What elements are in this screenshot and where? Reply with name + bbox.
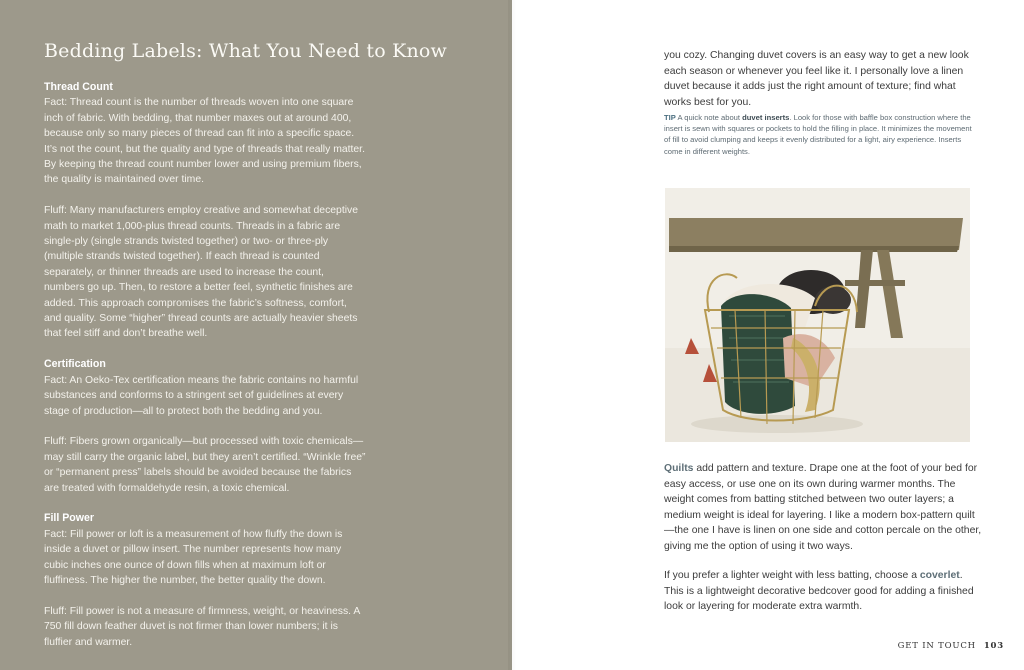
- tip-box: [664, 112, 980, 157]
- quilts-paragraph: [664, 461, 982, 555]
- book-gutter: [508, 0, 516, 670]
- section-heading-thread-count: Thread Count: [44, 81, 113, 93]
- page-title: Bedding Labels: What You Need to Know: [44, 40, 448, 62]
- lead-text: you cozy. Changing duvet covers is an easy way to get a new look each season or whenever you feel like it. I personally love a linen duvet because it adds just the right amount of texture; find what works best for you.: [664, 50, 969, 108]
- fill-power-fluff: Fluff: Fill power is not a measure of firmness, weight, or heaviness. A 750 fill down feather duvet is not firmer than lower numbers; it is fluffier and warmer.: [44, 605, 360, 648]
- left-body: [44, 80, 366, 665]
- certification-fact: Fact: An Oeko-Tex certification means the fabric contains no harmful substances and conforms to a stringent set of guidelines at every stage of production—all to protect both the bedding and you.: [44, 374, 359, 417]
- basket-bench-illustration: [665, 188, 970, 442]
- footer-section-title: GET IN TOUCH: [897, 641, 976, 651]
- fill-power-fact: Fact: Fill power or loft is a measurement of how fluffy the down is inside a duvet or pillow insert. The number represents how many cubic inches one ounce of down fills when at maximum loft or fluffiness. The higher the number, the better quality the down.: [44, 528, 343, 586]
- section-heading-certification: Certification: [44, 358, 106, 371]
- coverlet-paragraph: [664, 568, 982, 615]
- quilts-term: Quilts: [664, 463, 694, 474]
- thread-count-fluff: Fluff: Many manufacturers employ creative and somewhat deceptive math to market 1,000-plus thread counts. Threads in a fabric are single-ply (single strands twisted together) or two- or three-ply (multiple strands twisted together). If each thread is counted separately, or thinner threads are used to increase the count, numbers go up. Then, to restore a better feel, synthetic finishes are added. This approach compromises the fabric’s softness, comfort, and quality. Some “higher” thread counts are actually heavier sheets that feel stiff and don’t breathe well.: [44, 205, 358, 340]
- thread-count-fact: Fact: Thread count is the number of threads woven into one square inch of fabric. With bedding, that number maxes out at around 400, because only so many pieces of thread can fit into a specific space. It’s not the count, but the quality and type of threads that really matter. By keeping the thread count number lower and using premium fibers, the quality is maintained over time.: [44, 97, 365, 186]
- coverlet-pre: If you prefer a lighter weight with less batting, choose a: [664, 570, 920, 581]
- page-footer: [898, 641, 1004, 651]
- coverlet-post: . This is a lightweight decorative bedcover good for adding a finished look or layering for moderate extra warmth.: [664, 570, 974, 613]
- page-number: 103: [983, 641, 1004, 651]
- lead-paragraph: [664, 48, 982, 110]
- quilts-text: add pattern and texture. Drape one at the foot of your bed for easy access, or use one on its own during warmer months. The weight comes from batting stitched between two outer layers; a medium weight is ideal for layering. I like a modern box-pattern quilt—the one I have is linen on one side and cotton percale on the other, giving me the option of using it two ways.: [664, 463, 982, 552]
- coverlet-term: coverlet: [919, 570, 960, 581]
- tip-term: duvet inserts: [742, 113, 790, 122]
- certification-fluff: Fluff: Fibers grown organically—but processed with toxic chemicals—may still carry the organic label, but they aren’t certified. “Wrinkle free” or “permanent press” labels should be avoided because the fabrics are treated with formaldehyde resin, a toxic chemical.: [44, 436, 366, 494]
- tip-post: . Look for those with baffle box construction where the insert is sewn with squares or pockets to hold the filling in place. It minimizes the movement of fill to avoid clumping and keeps it evenly distributed for a light, airy experience. Inserts come in different weights.: [664, 113, 972, 156]
- tip-label: TIP: [664, 113, 676, 122]
- tip-pre: A quick note about: [675, 113, 743, 122]
- section-heading-fill-power: Fill Power: [44, 512, 95, 525]
